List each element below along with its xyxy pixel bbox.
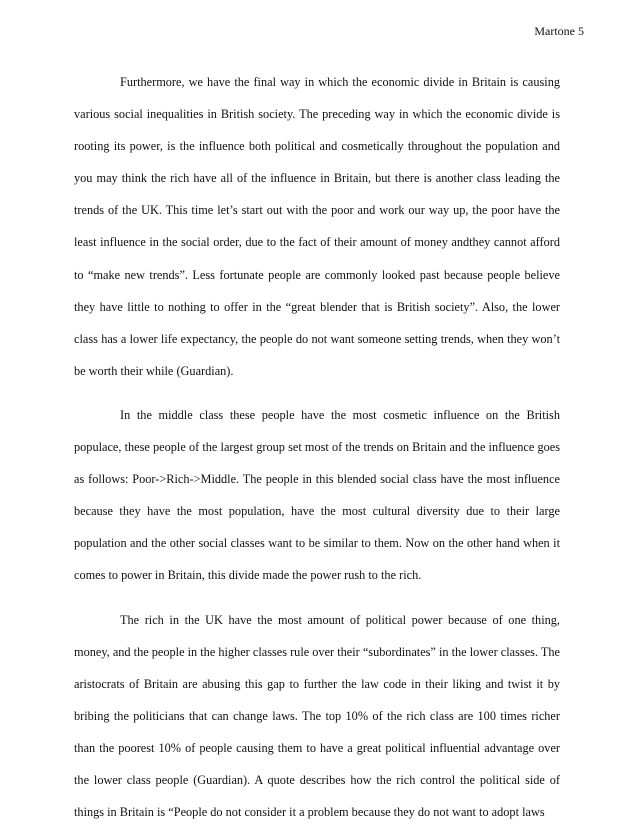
paragraph-2: In the middle class these people have the most cosmetic influence on the British populace, these people of the largest group set most of the trends on Britain and the influence goes as follows: Poor->Rich->Middle. The people in this blended social class have the most influence because they have the most population, have the most cultural diversity due to their large population and the other social classes want to be similar to them. Now on the other hand when it comes to power in Britain, this divide made the power rush to the rich.	[74, 399, 560, 592]
paragraph-1: Furthermore, we have the final way in which the economic divide in Britain is causing various social inequalities in British society. The preceding way in which the economic divide is rooting its power, is the influence both political and cosmetically throughout the population and you may think the rich have all of the influence in Britain, but there is another class leading the trends of the UK. This time let’s start out with the poor and work our way up, the poor have the least influence in the social order, due to the fact of their amount of money andthey cannot afford to “make new trends”. Less fortunate people are commonly looked past because people believe they have little to nothing to offer in the “great blender that is British society”. Also, the lower class has a lower life expectancy, the people do not want someone setting trends, when they won’t be worth their while (Guardian).	[74, 66, 560, 387]
paragraph-3: The rich in the UK have the most amount of political power because of one thing, money, and the people in the higher classes rule over their “subordinates” in the lower classes. The aristocrats of Britain are abusing this gap to further the law code in their liking and twist it by bribing the politicians that can change laws. The top 10% of the rich class are 100 times richer than the poorest 10% of people causing them to have a great political influential advantage over the lower class people (Guardian). A quote describes how the rich control the political side of things in Britain is “People do not consider it a problem because they do not want to adopt laws	[74, 604, 560, 828]
running-head: Martone 5	[534, 24, 584, 39]
document-body	[74, 66, 560, 828]
